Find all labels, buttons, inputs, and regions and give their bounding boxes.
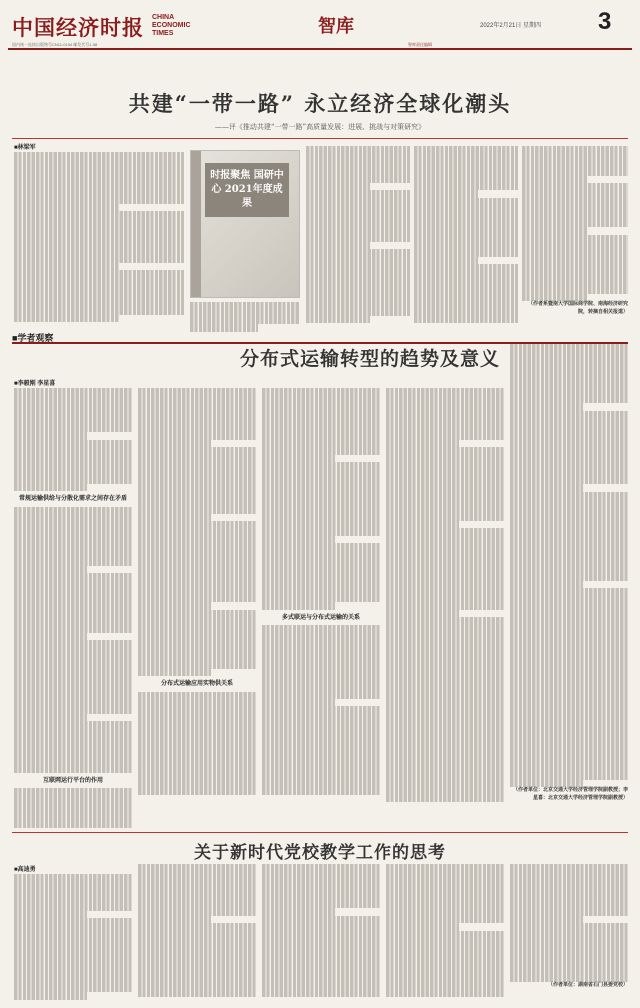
issue-date: 2022年2月21日 星期四 (480, 23, 542, 29)
article3-column-2 (138, 864, 256, 1002)
article3-column-4 (386, 864, 504, 1002)
article1-column-1 (14, 152, 184, 327)
article2-column-2 (138, 388, 256, 828)
newspaper-logo: 中国经济时报 (12, 15, 144, 40)
article2-subhead-c: 分布式运输应用实物供关系 (138, 680, 256, 687)
article1-column-3 (306, 146, 410, 332)
article1-signature: （作者系暨南大学国际商学院、南海经济研究院，转摘自相关报道） (527, 301, 628, 315)
article1-headline: 共建“一带一路” 永立经济全球化潮头 (128, 91, 512, 116)
book-cover-title: 时报聚焦 国研中心 2021年度成果 (205, 163, 289, 217)
article2-column-3 (262, 388, 380, 828)
masthead (8, 6, 632, 50)
article3-column-3 (262, 864, 380, 1002)
page-number: 3 (598, 8, 612, 35)
article3-column-5 (510, 864, 628, 1002)
masthead-editor: 智库责任编辑 (408, 42, 432, 47)
masthead-subline: 国内统一连续出版物号CN11-0194 邮发代号1-58 (12, 42, 98, 47)
article2-headline: 分布式运输转型的趋势及意义 (239, 348, 500, 370)
article3-headline: 关于新时代党校教学工作的思考 (194, 843, 446, 863)
article2-signature: （作者单位：北京交通大学经济管理学院副教授；李星喜：北京交通大学经济管理学院副教授） (512, 787, 628, 801)
article3-column-1 (14, 874, 132, 1002)
article2-subhead-d: 多式联运与分布式运输的关系 (262, 614, 380, 621)
article2-subhead-a: 常规运输供给与分散化需求之间存在矛盾 (14, 495, 132, 502)
article1-author: ■林梁军 (14, 142, 36, 151)
book-cover-image (190, 150, 300, 298)
article1-column-4 (414, 146, 518, 332)
article3-signature: （作者单位：湖南省石门县委党校） (547, 982, 628, 989)
article2-column-5 (510, 344, 628, 828)
article2-author: ■李毅刚 李星喜 (14, 378, 55, 387)
divider (12, 832, 628, 833)
divider (12, 138, 628, 139)
article2-column-1 (14, 388, 132, 828)
article1-column-5 (522, 146, 628, 332)
article3-author: ■高迪勇 (14, 864, 36, 873)
article1-column-2b (190, 302, 300, 332)
article2-subhead-b: 互联网运行平台的作用 (14, 777, 132, 784)
newspaper-logo-en: CHINA ECONOMIC TIMES (152, 14, 191, 37)
book-spine (191, 151, 201, 297)
section-label: ■学者观察 (12, 333, 54, 343)
article2-column-4 (386, 388, 504, 828)
section-name: 智库 (318, 16, 354, 37)
article1-subhead: ——评《推动共建“一带一路”高质量发展：进展、挑战与对策研究》 (214, 123, 426, 131)
section-bar-scholar (12, 330, 628, 344)
